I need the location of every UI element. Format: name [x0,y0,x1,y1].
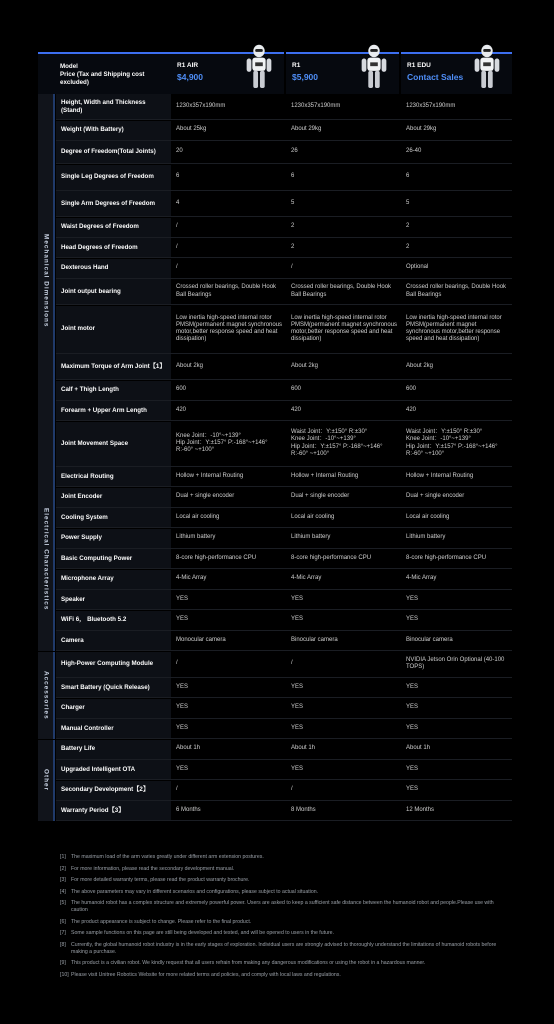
spec-label: Joint motor [56,306,171,353]
footnote-number: [5] [60,900,66,906]
spec-value: 420 [406,406,417,413]
spec-value: Low inertia high-speed internal rotor PMSM(permanent magnet synchronous motor,better response speed and heat dissipation) [291,314,398,343]
footnote-text: Currently, the global humanoid robot industry is in the early stages of exploration. Individual users are strongly advised to thoroughly understand the limitations of humanoid robots before making a purchase. [71,941,497,955]
footnote-number: [1] [60,854,66,860]
spec-label: Single Arm Degrees of Freedom [56,191,171,216]
category-accent [53,652,55,740]
footnote [60,866,510,873]
spec-value: 600 [291,386,302,393]
spec-label: Head Degrees of Freedom [56,238,171,257]
category-label [38,94,54,467]
spec-value: 4-Mic Array [176,575,207,582]
spec-value: Lithium battery [176,534,216,541]
spec-row [56,652,512,678]
footnote-text: Some sample functions on this page are still being developed and tested, and will be opened to users in the future. [71,930,335,936]
spec-value: YES [176,683,189,690]
spec-value: YES [406,616,419,623]
robot-image [468,44,506,94]
footnotes [60,854,510,983]
spec-value: 6 [406,173,410,180]
robot-image [240,44,278,94]
spec-row [56,781,512,801]
spec-value: Crossed roller bearings, Double Hook Ball Bearings [406,284,507,298]
spec-label: Joint Movement Space [56,422,171,466]
footnote-text: For more information, please read the secondary development manual. [71,865,235,872]
header-label: Model Price (Tax and Shipping cost excluded) [60,63,145,86]
spec-label: Degree of Freedom(Total Joints) [56,141,171,163]
spec-value: 12 Months [406,806,435,813]
spec-row [56,306,512,354]
spec-value: 420 [176,406,187,413]
model-name: R1 AIR [177,62,199,69]
spec-value: Crossed roller bearings, Double Hook Ball Bearings [176,284,277,298]
spec-value: Monocular camera [176,636,226,643]
spec-value: About 2kg [406,362,434,369]
spec-table [38,52,512,814]
footnote-number: [9] [60,960,66,966]
spec-value: 8 Months [291,806,316,813]
spec-value: / [176,786,178,793]
spec-label: Calf + Thigh Length [56,381,171,400]
spec-label: Secondary Development【2】 [56,781,171,800]
spec-row [56,611,512,631]
category-text: Mechanical Dimensions [42,233,50,327]
spec-value: Low inertia high-speed internal rotor PMSM(permanent magnet synchronous motor,better response speed and heat dissipation) [176,314,283,343]
category-accent [53,467,55,651]
spec-label: Maximum Torque of Arm Joint【1】 [56,354,171,379]
spec-label: Basic Computing Power [56,549,171,568]
spec-value: YES [291,765,304,772]
spec-value: 4 [176,199,180,206]
spec-label: Forearm + Upper Arm Length [56,401,171,420]
spec-value: YES [406,765,419,772]
spec-value: YES [291,595,304,602]
spec-value: 4-Mic Array [291,575,322,582]
spec-row [56,508,512,528]
footnote-text: The humanoid robot has a complex structure and extremely powerful power. Users are asked to keep a sufficient safe distance between the humanoid robot and people.Please use with caution [71,900,494,913]
spec-value: YES [176,616,189,623]
spec-value: Dual + single encoder [406,493,465,500]
spec-value: Hollow + Internal Routing [291,472,359,479]
spec-value: Binocular camera [406,636,453,643]
spec-label: High-Power Computing Module [56,652,171,677]
footnote-number: [2] [60,865,66,872]
spec-value: 6 [291,173,295,180]
spec-row [56,191,512,217]
spec-value: YES [406,595,419,602]
footnote-text: The maximum load of the arm varies greatly under different arm extension postures. [71,854,264,860]
header-model-r1 [286,52,399,94]
spec-value: 26 [291,148,298,155]
spec-value: Knee Joint：-10°~+139° Hip Joint：Y:±157° P:-168°~+146° R:-60° ~+100° [176,432,268,454]
spec-label: Warranty Period【3】 [56,801,171,820]
spec-value: YES [176,704,189,711]
spec-row [56,94,512,120]
spec-row [56,549,512,569]
spec-row [56,529,512,549]
footnote-number: [4] [60,888,66,895]
footnote [60,919,510,926]
spec-row [56,381,512,401]
spec-value: About 29kg [291,126,322,133]
spec-row [56,165,512,191]
spec-value: 2 [406,243,410,250]
spec-label: Camera [56,631,171,650]
spec-row [56,141,512,164]
spec-label: Microphone Array [56,570,171,589]
spec-label: Cooling System [56,508,171,527]
spec-value: Waist Joint：Y:±150° R:±30° Knee Joint：-10°~+139° Hip Joint：Y:±157° P:-168°~+146° R:-60° ~+100° [406,429,498,457]
spec-value: Hollow + Internal Routing [406,472,474,479]
footnote [60,942,510,956]
spec-value: 6 [176,173,180,180]
spec-value: YES [291,704,304,711]
spec-value: YES [291,616,304,623]
spec-value: YES [176,724,189,731]
spec-label: Single Leg Degrees of Freedom [56,165,171,190]
footnote [60,972,510,979]
category-accent [53,94,55,467]
spec-row [56,422,512,467]
spec-value: Optional [406,264,429,271]
spec-value: About 1h [176,745,201,752]
category-accent [53,740,55,822]
spec-label: Upgraded Intelligent OTA [56,760,171,779]
spec-value: YES [406,724,419,731]
spec-row [56,719,512,739]
spec-label: Manual Controller [56,719,171,738]
footnote [60,900,510,914]
spec-value: Local air cooling [176,513,220,520]
header-model-r1-air [171,52,284,94]
model-name: R1 [292,62,301,69]
spec-row [56,401,512,421]
spec-value: / [176,660,178,667]
spec-value: Low inertia high-speed internal rotor PMSM(permanent magnet synchronous motor,better response speed and heat dissipation) [406,314,502,343]
spec-value: About 1h [406,745,431,752]
spec-value: 8-core high-performance CPU [406,554,487,561]
spec-value: About 2kg [291,362,319,369]
table-header [38,52,512,94]
model-price: $5,900 [292,72,318,82]
spec-label: Joint output bearing [56,279,171,304]
footnote-text: For more detailed warranty terms, please read the product warranty brochure. [71,877,250,883]
spec-row [56,488,512,508]
spec-label: Joint Encoder [56,488,171,507]
spec-value: YES [291,683,304,690]
footnote-text: This product is a civilian robot. We kindly request that all users refrain from making any dangerous modifications or using the robot in a hazardous manner. [71,960,426,966]
spec-value: 600 [406,386,417,393]
footnote [60,889,510,896]
spec-row [56,259,512,279]
spec-value: YES [406,683,419,690]
spec-value: 4-Mic Array [406,575,437,582]
spec-value: Dual + single encoder [291,493,350,500]
spec-value: YES [176,595,189,602]
spec-label: Dexterous Hand [56,259,171,278]
spec-value: YES [406,786,419,793]
spec-value: 1230x357x190mm [406,102,456,109]
spec-value: Dual + single encoder [176,493,235,500]
footnote-number: [3] [60,877,66,883]
category-label [38,467,54,651]
spec-value: / [291,660,293,667]
spec-row [56,238,512,258]
spec-row [56,678,512,698]
spec-label: Power Supply [56,529,171,548]
spec-label: Smart Battery (Quick Release) [56,678,171,697]
spec-value: 5 [291,199,295,206]
spec-value: NVIDIA Jetson Orin Optional (40-100 TOPS) [406,656,505,670]
spec-value: 8-core high-performance CPU [176,554,257,561]
spec-value: 600 [176,386,187,393]
spec-value: 26-40 [406,148,422,155]
footnote-number: [10] [60,971,69,978]
footnote-number: [6] [60,918,66,925]
spec-row [56,590,512,610]
spec-value: Hollow + Internal Routing [176,472,244,479]
spec-value: / [291,786,293,793]
spec-row [56,279,512,305]
spec-label: Height, Width and Thickness (Stand) [56,94,171,119]
spec-value: 8-core high-performance CPU [291,554,372,561]
spec-value: Local air cooling [291,513,335,520]
spec-rows [38,94,512,822]
spec-value: About 2kg [176,362,204,369]
spec-value: YES [291,724,304,731]
footnote [60,930,510,937]
spec-value: 20 [176,148,183,155]
model-name: R1 EDU [407,62,431,69]
footnote [60,960,510,967]
category-label [38,652,54,740]
model-price: Contact Sales [407,72,464,82]
spec-value: 5 [406,199,410,206]
model-price: $4,900 [177,72,203,82]
category-text: Other [42,769,50,792]
spec-value: 1230x357x190mm [176,102,226,109]
category-text: Accessories [42,670,50,720]
spec-value: 2 [406,223,410,230]
category-label [38,740,54,822]
spec-row [56,740,512,760]
spec-value: Lithium battery [406,534,446,541]
spec-label: Battery Life [56,740,171,759]
spec-value: / [176,223,178,230]
spec-value: About 1h [291,745,316,752]
header-label-cell [38,52,171,94]
spec-row [56,699,512,719]
spec-value: Waist Joint：Y:±150° R:±30° Knee Joint：-10°~+139° Hip Joint：Y:±157° P:-168°~+146° R:-60° ~+100° [291,429,383,457]
spec-value: 2 [291,243,295,250]
spec-row [56,467,512,487]
spec-row [56,760,512,780]
header-model-r1-edu [401,52,512,94]
spec-label: Waist Degrees of Freedom [56,218,171,237]
footnote [60,854,510,861]
spec-value: About 25kg [176,126,207,133]
spec-value: YES [176,765,189,772]
spec-value: Lithium battery [291,534,331,541]
spec-value: About 29kg [406,126,437,133]
spec-value: 2 [291,223,295,230]
spec-value: Crossed roller bearings, Double Hook Ball Bearings [291,284,392,298]
spec-value: 6 Months [176,806,201,813]
spec-row [56,570,512,590]
spec-row [56,354,512,380]
spec-label: Charger [56,699,171,718]
spec-value: 420 [291,406,302,413]
spec-value: / [176,243,178,250]
spec-label: Speaker [56,590,171,609]
footnote-number: [7] [60,930,66,936]
spec-value: / [176,264,178,271]
spec-label: Weight (With Battery) [56,121,171,140]
spec-row [56,801,512,821]
spec-value: / [291,264,293,271]
spec-value: Binocular camera [291,636,338,643]
spec-row [56,121,512,141]
spec-value: Local air cooling [406,513,450,520]
footnote [60,877,510,884]
footnote-text: Please visit Unitree Robotics Website for more related terms and policies, and comply with local laws and regulations. [71,971,341,978]
robot-image [355,44,393,94]
spec-value: 1230x357x190mm [291,102,341,109]
category-text: Electrical Characteristics [42,507,50,611]
spec-row [56,218,512,238]
footnote-number: [8] [60,941,66,948]
spec-row [56,631,512,651]
footnote-text: The product appearance is subject to change. Please refer to the final product. [71,918,252,925]
footnote-text: The above parameters may vary in different scenarios and configurations, please subject to actual situation. [71,888,319,895]
spec-label: Electrical Routing [56,467,171,486]
spec-label: WiFi 6， Bluetooth 5.2 [56,611,171,630]
spec-value: YES [406,704,419,711]
